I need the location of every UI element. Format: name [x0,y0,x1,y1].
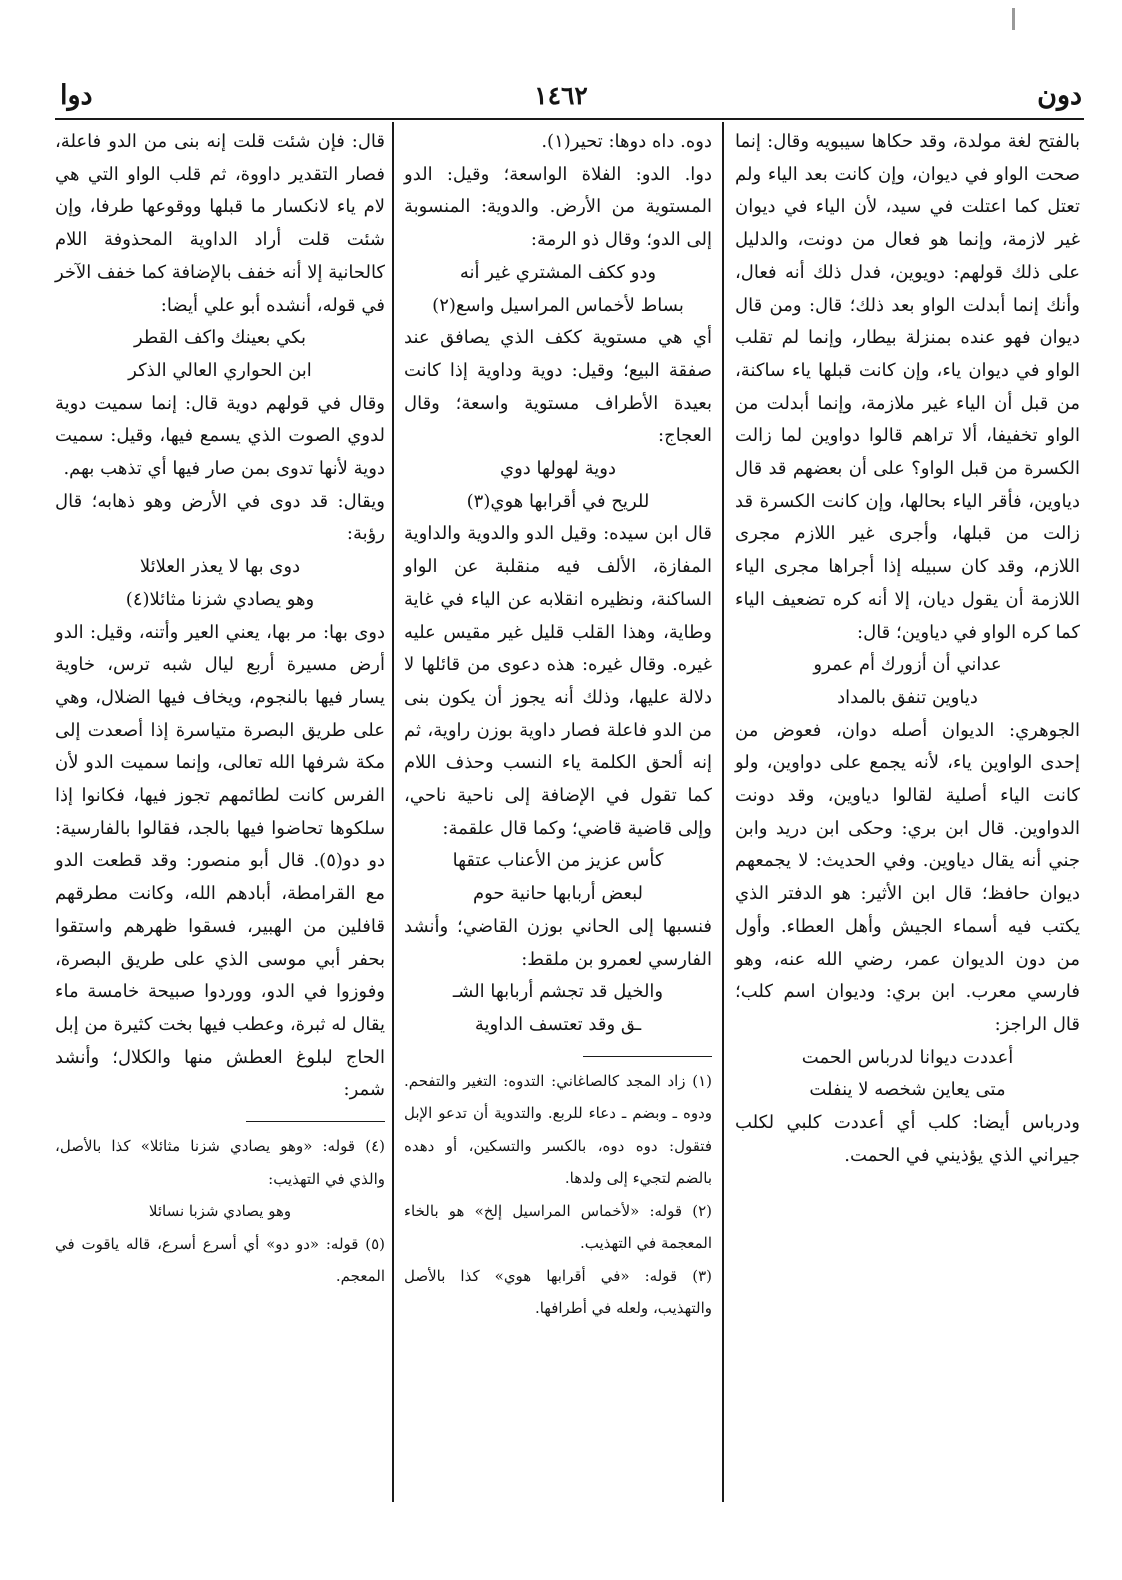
right-column [735,126,1080,1173]
column-divider-left [392,122,394,1502]
header-root-left: دوا [60,80,93,111]
page-number: ١٤٦٢ [534,81,588,110]
left-column [55,126,385,1293]
paragraph: دوى بها: مر بها، يعني العير وأتنه، وقيل: الدو أرض مسيرة أربع ليال شبه ترس، خاوية يسار فيها بالنجوم، ويخاف فيها الضلال، وهي على طريق البصرة متياسرة إذا أصعدت إلى مكة شرفها الله تعالى، وإنما سميت الدو لأن الفرس كانت لطائمهم تجوز فيها، فكانوا إذا سلكوها تحاضوا فيها بالجد، فقالوا بالفارسية: دو دو(٥). قال أبو منصور: وقد قطعت الدو مع القرامطة، أبادهم الله، وكانت مطرقهم قافلين من الهبير، فسقوا ظهرهم واستقوا بحفر أبي موسى الذي على طريق البصرة، وفوزوا في الدو، ووردوا صبيحة خامسة ماء يقال له ثبرة، وعطب فيها بخت كثيرة من إبل الحاج لبلوغ العطش منها والكلال؛ وأنشد شمر: [55,621,386,1101]
paragraph: فنسبها إلى الحاني بوزن القاضي؛ وأنشد الفارسي لعمرو بن ملقط: [404,915,712,970]
paragraph: ويقال: قد دوى في الأرض وهو ذهابه؛ قال رؤبة: [55,490,385,545]
footnote-separator [583,1056,712,1057]
paragraph: أي هي مستوية ككف الذي يصافق عند صفقة البيع؛ وقيل: دوية وداوية إذا كانت بعيدة الأطراف مستوية واسعة؛ وقال العجاج: [404,327,712,447]
footnote: (٥) قوله: «دو دو» أي أسرع أسرع، قاله ياقوت في المعجم. [55,1234,385,1286]
verse-line: كأس عزيز من الأعناب عتقها [452,850,664,872]
header-rule [55,118,1084,120]
verse-line: لبعض أربابها حانية حوم [472,883,644,905]
verse-line: وهو يصادي شزنا مثائلا(٤) [125,588,315,610]
footnote: (٤) قوله: «وهو يصادي شزنا مثائلا» كذا بالأصل، والذي في التهذيب: [55,1137,385,1188]
verse-line: ـق وقد تعتسف الداوية [474,1013,642,1035]
verse-line: والخيل قد تجشم أربابها الشـ [452,981,664,1003]
paragraph: بالفتح لغة مولدة، وقد حكاها سيبويه وقال: إنما صحت الواو في ديوان، وإن كانت بعد الياء ولم تعتل كما اعتلت في سيد، لأن الياء في ديوان غير لازمة، وإنما هو فعال من دونت، والدليل على ذلك قولهم: دويوين، فدل ذلك أنه فعال، وأنك إنما أبدلت الواو بعد ذلك؛ قال: ومن قال ديوان فهو عنده بمنزلة بيطار، وإنما لم تقلب الواو في ديوان ياء، وإن كانت قبلها ياء ساكنة، من قبل أن الياء غير ملازمة، وإنما أبدلت من الواو تخفيفا، ألا تراهم قالوا دواوين لما زالت الكسرة من قبل الواو؟ على أن بعضهم قد قال دياوين، فأقر الياء بحالها، وإن كانت الكسرة قد زالت من قبلها، وأجرى غير اللازم مجرى اللازم، وقد كان سبيله إذا أجراها مجرى الياء اللازمة أن يقول ديان، إلا أنه كره تضعيف الياء كما كره الواو في دياوين؛ قال: [735,131,1080,643]
verse-line: بساط لأخماس المراسيل واسع(٢) [432,294,684,316]
column-divider-right [722,122,724,1502]
scan-mark [1012,8,1015,30]
middle-column [404,126,712,1325]
header-root-right: دون [1037,80,1082,111]
entry-heading-dwh: دوه. داه دوها: تحير(١). [541,131,712,152]
verse-line: بكي بعينك واكف القطر [133,327,307,349]
paragraph: قال ابن سيده: وقيل الدو والدوية والداوية المفازة، الألف فيه منقلبة عن الواو الساكنة، ونظيره انقلابه عن الياء في غاية وطاية، وهذا القلب قليل غير مقيس عليه غيره. وقال غيره: هذه دعوى من قائلها لا دلالة عليها، وذلك أنه يجوز أن يكون بنى من الدو فاعلة فصار داوية بوزن راوية، ثم إنه ألحق الكلمة ياء النسب وحذف اللام كما تقول في الإضافة إلى ناحية ناحي، وإلى قاضية قاضي؛ وكما قال علقمة: [404,523,712,839]
verse-line: دوية لهولها دوي [500,458,616,480]
footnote: (١) زاد المجد كالصاغاني: التدوه: التغير والتفحم. ودوه ـ وبضم ـ دعاء للربع. والتدوية أن تدعو الإبل فتقول: دوه دوه، بالكسر والتسكين، أو دهده بالضم لتجيء إلى ولدها. [404,1071,712,1188]
verse-line: أعددت ديوانا لدرباس الحمت [801,1046,1014,1068]
verse-line: ودو ككف المشتري غير أنه [459,261,657,283]
verse-line: عداني أن أزورك أم عمرو [813,654,1002,676]
verse-line: ابن الحواري العالي الذكر [128,359,312,381]
footnote: (٢) قوله: «لأخماس المراسيل إلخ» هو بالخاء المعجمة في التهذيب. [404,1201,712,1253]
verse-line: متى يعاين شخصه لا ينفلت [809,1079,1006,1101]
paragraph: قال: فإن شئت قلت إنه بنى من الدو فاعلة، فصار التقدير داووة، ثم قلب الواو التي هي لام ياء لانكسار ما قبلها ووقوعها طرفا، وإن شئت قلت أراد الداوية المحذوفة اللام كالحانية إلا أنه خفف بالإضافة كما خفف الآخر في قوله، أنشده أبو علي أيضا: [54,131,385,316]
verse-line: دوى بها لا يعذر العلائلا [139,556,301,578]
verse-line: للريح في أقرابها هوي(٣) [466,490,650,512]
footnote-verse: وهو يصادي شزبا نسائلا [148,1202,292,1221]
paragraph: وقال في قولهم دوية قال: إنما سميت دوية لدوي الصوت الذي يسمع فيها، وقيل: سميت دوية لأنها تدوى بمن صار فيها أي تذهب بهم. [55,392,385,480]
paragraph: ودرباس أيضا: كلب أي أعددت كلبي لكلب جيراني الذي يؤذيني في الحمت. [735,1112,1080,1166]
entry-heading-dwa: دوا. الدو: الفلاة الواسعة؛ وقيل: الدو المستوية من الأرض. والدوية: المنسوبة إلى الدو؛ وقال ذو الرمة: [404,163,712,251]
footnote-separator [246,1121,385,1122]
verse-line: دياوين تنفق بالمداد [837,686,978,708]
paragraph: الجوهري: الديوان أصله دوان، فعوض من إحدى الواوين ياء، لأنه يجمع على دواوين، ولو كانت الياء أصلية لقالوا دياوين، وقد دونت الدواوين. قال ابن بري: وحكى ابن دريد وابن جني أنه يقال دياوين. وفي الحديث: لا يجمعهم ديوان حافظ؛ قال ابن الأثير: هو الدفتر الذي يكتب فيه أسماء الجيش وأهل العطاء. وأول من دون الديوان عمر، رضي الله عنه، وهو فارسي معرب. ابن بري: وديوان اسم كلب؛ قال الراجز: [735,719,1080,1035]
footnote: (٣) قوله: «في أقرابها هوي» كذا بالأصل والتهذيب، ولعله في أطرافها. [404,1266,712,1318]
